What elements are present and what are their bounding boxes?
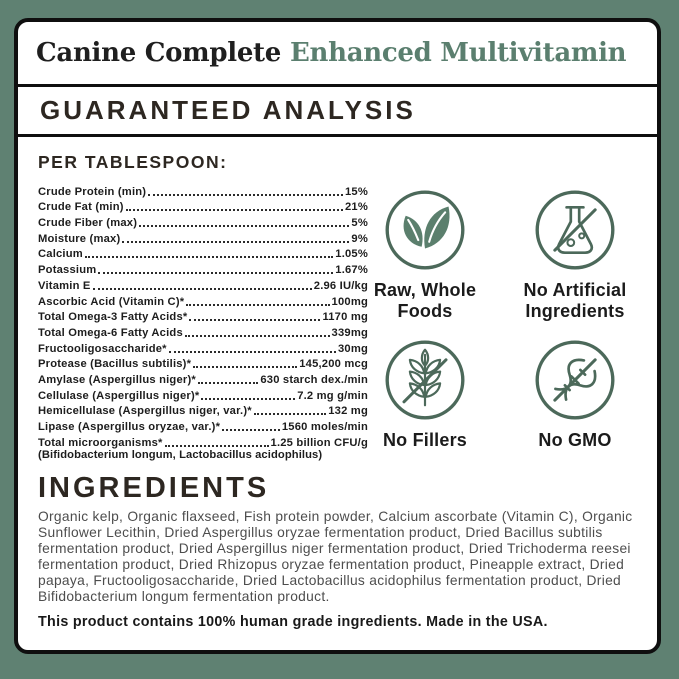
- analysis-label: Hemicellulase (Aspergillus niger, var.)*: [38, 405, 252, 418]
- analysis-label: Total microorganisms*: [38, 436, 163, 449]
- analysis-label: Crude Fat (min): [38, 201, 124, 214]
- badge-label-line2: Foods: [397, 301, 453, 321]
- analysis-row: [38, 355, 368, 371]
- flask-crossed-icon: [533, 188, 617, 272]
- dotted-leader: [148, 194, 343, 196]
- analysis-table: [38, 182, 368, 464]
- analysis-row: [38, 308, 368, 324]
- analysis-value: 9%: [351, 232, 368, 245]
- badge-no-gmo: [500, 338, 650, 451]
- analysis-row: [38, 386, 368, 402]
- dotted-leader: [201, 398, 295, 400]
- analysis-value: 145,200 mcg: [299, 358, 368, 371]
- dotted-leader: [254, 413, 326, 415]
- dotted-leader: [186, 304, 329, 306]
- dotted-leader: [139, 225, 349, 227]
- product-title: [18, 22, 657, 87]
- badge-label-line1: Raw, Whole: [373, 280, 477, 300]
- dotted-leader: [222, 429, 280, 431]
- analysis-label: Amylase (Aspergillus niger)*: [38, 373, 196, 386]
- badge-label-line2: Ingredients: [525, 301, 625, 321]
- analysis-row: [38, 292, 368, 308]
- badge-label-line1: No Fillers: [382, 430, 468, 450]
- ingredients-heading: INGREDIENTS: [38, 472, 270, 504]
- analysis-row: [38, 213, 368, 229]
- analysis-value: 1.05%: [335, 248, 368, 261]
- analysis-value: 100mg: [331, 295, 368, 308]
- dotted-leader: [185, 335, 330, 337]
- analysis-row: [38, 339, 368, 355]
- ingredients-section: [38, 472, 646, 630]
- analysis-value: 15%: [345, 185, 368, 198]
- badge-no-artificial-ingredients: [500, 188, 650, 322]
- wheat-crossed-icon: [383, 338, 467, 422]
- analysis-row: [38, 198, 368, 214]
- analysis-value: 630 starch dex./min: [260, 373, 368, 386]
- analysis-value: 1.25 billion CFU/g: [270, 436, 368, 449]
- guaranteed-analysis-heading: GUARANTEED ANALYSIS: [40, 95, 416, 125]
- microorganisms-footnote: (Bifidobacterium longum, Lactobacillus acidophilus): [38, 448, 323, 461]
- analysis-column: [38, 152, 368, 464]
- human-grade-note: This product contains 100% human grade ingredients. Made in the USA.: [38, 614, 548, 630]
- analysis-label: Protease (Bacillus subtilis)*: [38, 358, 192, 371]
- dotted-leader: [165, 445, 269, 447]
- analysis-row: [38, 323, 368, 339]
- analysis-value: 5%: [351, 217, 368, 230]
- analysis-label: Ascorbic Acid (Vitamin C)*: [38, 295, 185, 308]
- analysis-row: [38, 402, 368, 418]
- badge-label-line1: No GMO: [538, 430, 612, 450]
- dotted-leader: [85, 256, 333, 258]
- analysis-label: Vitamin E: [38, 279, 91, 292]
- dotted-leader: [126, 209, 343, 211]
- analysis-label: Calcium: [38, 248, 83, 261]
- dna-crossed-icon: [533, 338, 617, 422]
- dotted-leader: [93, 288, 312, 290]
- feature-badges: [350, 188, 650, 451]
- dotted-leader: [189, 319, 320, 321]
- analysis-label: Fructooligosaccharide*: [38, 342, 167, 355]
- label-card: [14, 18, 661, 654]
- analysis-label: Crude Fiber (max): [38, 217, 138, 230]
- leaf-icon: [383, 188, 467, 272]
- analysis-value: 132 mg: [328, 405, 368, 418]
- analysis-row: [38, 370, 368, 386]
- analysis-value: 30mg: [337, 342, 368, 355]
- analysis-value: 21%: [345, 201, 368, 214]
- badge-label: [524, 280, 627, 322]
- dotted-leader: [122, 241, 349, 243]
- analysis-value: 7.2 mg g/min: [297, 389, 368, 402]
- analysis-value: 1560 moles/min: [281, 421, 368, 433]
- badge-label: [374, 280, 476, 322]
- badge-label-line1: No Artificial: [523, 280, 627, 300]
- dotted-leader: [98, 272, 333, 274]
- analysis-row: [38, 229, 368, 245]
- badge-label: [538, 430, 611, 451]
- dotted-leader: [198, 382, 258, 384]
- analysis-row: [38, 245, 368, 261]
- analysis-label: Potassium: [38, 264, 97, 277]
- analysis-label: Crude Protein (min): [38, 185, 147, 198]
- badge-no-fillers: [350, 338, 500, 451]
- analysis-value: 339mg: [331, 326, 368, 339]
- analysis-label: Cellulase (Aspergillus niger)*: [38, 389, 200, 402]
- guaranteed-analysis-heading-band: [18, 87, 657, 137]
- badge-raw-whole-foods: [350, 188, 500, 322]
- analysis-row: [38, 182, 368, 198]
- badge-label: [383, 430, 467, 451]
- ingredients-text: Organic kelp, Organic flaxseed, Fish protein powder, Calcium ascorbate (Vitamin C), Organic Sunflower Lecithin, Dried Aspergillus oryzae fermentation product, Dried Bacillus subtilis fermentation product, Dried Aspergillus niger fermentation product, Dried Trichoderma reesei fermentation product, Dried Rhizopus oryzae fermentation product, Pineapple extract, Dried papaya, Fructooligosaccharide, Dried Lactobacillus acidophilus fermentation product, Dried Bifidobacterium longum fermentation product.: [38, 509, 633, 604]
- analysis-row: [38, 260, 368, 276]
- analysis-label: Moisture (max): [38, 232, 121, 245]
- dotted-leader: [169, 351, 336, 353]
- analysis-row: [38, 276, 368, 292]
- analysis-label: Lipase (Aspergillus oryzae, var.)*: [38, 421, 221, 433]
- product-title-primary: Canine Complete: [36, 38, 282, 68]
- product-title-accent: Enhanced Multivitamin: [290, 38, 627, 68]
- per-tablespoon-heading: PER TABLESPOON:: [38, 152, 228, 172]
- dotted-leader: [193, 366, 297, 368]
- analysis-row: [38, 433, 368, 449]
- analysis-value: 2.96 IU/kg: [313, 279, 368, 292]
- analysis-value: 1.67%: [335, 264, 368, 277]
- analysis-row: [38, 417, 368, 433]
- analysis-label: Total Omega-3 Fatty Acids*: [38, 311, 188, 324]
- analysis-value: 1170 mg: [322, 311, 368, 324]
- analysis-label: Total Omega-6 Fatty Acids: [38, 326, 183, 339]
